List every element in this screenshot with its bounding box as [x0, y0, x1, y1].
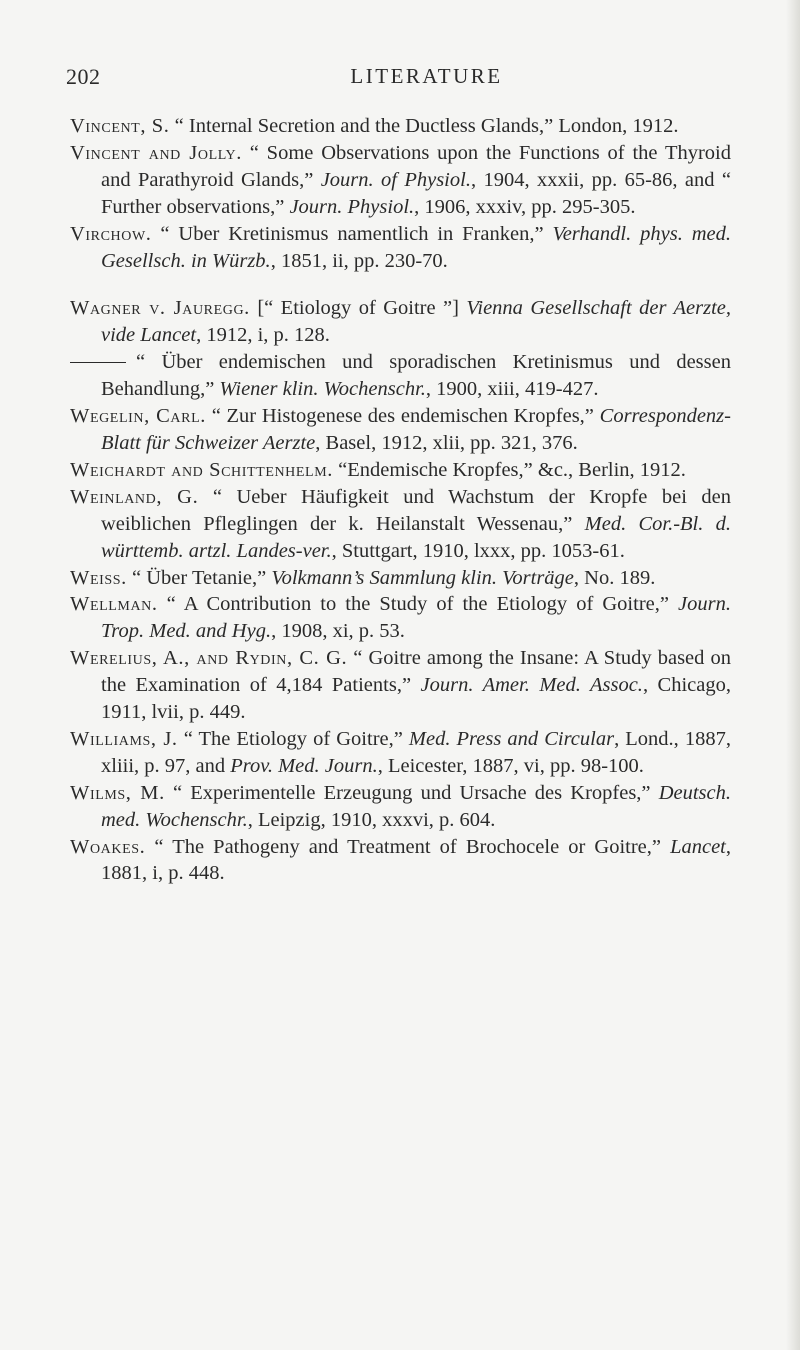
bib-entry: Weiss. “ Über Tetanie,” Volkmann’s Sammlung klin. Vorträge, No. 189.: [70, 566, 656, 589]
entry-journal: Verhandl. phys. med. Gesellsch. in Würzb.: [101, 222, 731, 272]
entry-author: Williams, J.: [70, 727, 178, 750]
entry-journal: Med. Press and Circular: [408, 727, 615, 750]
page-header: [66, 64, 731, 104]
entry-journal: Vienna Gesellschaft der Aerzte, vide Lancet: [101, 297, 731, 347]
entry-author: Weichardt and Schittenhelm.: [70, 458, 333, 481]
entry-journal: Journ. Trop. Med. and Hyg.: [101, 593, 731, 643]
running-title: LITERATURE: [350, 64, 503, 88]
entry-author: Woakes.: [70, 835, 146, 858]
bib-entry: Wagner v. Jauregg. [“ Etiology of Goitre ”] Vienna Gesellschaft der Aerzte, vide Lancet, 1912, i, p. 128.: [70, 297, 731, 347]
bib-entry: Woakes. “ The Pathogeny and Treatment of Brochocele or Goitre,” Lancet, 1881, i, p. 448.: [70, 835, 731, 885]
entry-journal: Volkmann’s Sammlung klin. Vorträge: [271, 566, 574, 589]
entry-journal: Wiener klin. Wochenschr.: [219, 378, 426, 401]
entry-journal: Lancet: [670, 835, 726, 858]
entry-journal: Journ. of Physiol.: [320, 168, 471, 191]
bib-entry: “ Über endemischen und sporadischen Kretinismus und dessen Behandlung,” Wiener klin. Wochenschr., 1900, xiii, 419-427.: [70, 349, 731, 403]
entry-author: Weiss.: [70, 566, 127, 589]
entry-author: Vincent and Jolly.: [70, 141, 242, 164]
entry-author: Wegelin, Carl.: [70, 405, 206, 428]
bib-entry: Weinland, G. “ Ueber Häufigkeit und Wachstum der Kropfe bei den weiblichen Pfleglingen der k. Heilanstalt Wessenau,” Med. Cor.-Bl. d. württemb. artzl. Landes-ver., Stuttgart, 1910, lxxx, pp. 1053-61.: [70, 485, 732, 562]
entry-author: Wagner v. Jauregg.: [70, 297, 250, 320]
entry-author: Wellman.: [70, 593, 158, 616]
bib-entry: Wilms, M. “ Experimentelle Erzeugung und Ursache des Kropfes,” Deutsch. med. Wochenschr., Leipzig, 1910, xxxvi, p. 604.: [70, 781, 732, 831]
entry-journal: Deutsch. med. Wochenschr.: [101, 781, 732, 831]
entry-journal: Journ. Physiol.: [289, 195, 415, 218]
bib-entry: Werelius, A., and Rydin, C. G. “ Goitre among the Insane: A Study based on the Examination of 4,184 Patients,” Journ. Amer. Med. Assoc., Chicago, 1911, lvii, p. 449.: [70, 647, 731, 724]
page-number: 202: [66, 64, 101, 89]
bib-entry: Vincent and Jolly. “ Some Observations upon the Functions of the Thyroid and Parathyroid Glands,” Journ. of Physiol., 1904, xxxii, pp. 65-86, and “ Further observations,” Journ. Physiol., 1906, xxxiv, pp. 295-305.: [70, 141, 732, 218]
entry-author: Werelius, A., and Rydin, C. G.: [70, 647, 348, 670]
entry-journal: Correspondenz-Blatt für Schweizer Aerzte: [101, 405, 731, 454]
bib-entry: Williams, J. “ The Etiology of Goitre,” Med. Press and Circular, Lond., 1887, xliii, p. 97, and Prov. Med. Journ., Leicester, 1887, vi, pp. 98-100.: [70, 727, 731, 777]
bib-entry: Wellman. “ A Contribution to the Study of the Etiology of Goitre,” Journ. Trop. Med. and Hyg., 1908, xi, p. 53.: [70, 593, 731, 643]
ditto-dash: [70, 362, 126, 363]
entry-journal: Med. Cor.-Bl. d. württemb. artzl. Landes-ver.: [101, 512, 731, 562]
entry-author: Vincent, S.: [70, 115, 170, 137]
entry-author: Virchow.: [70, 222, 152, 245]
bibliography-list: [70, 113, 731, 887]
bib-entry: Virchow. “ Uber Kretinismus namentlich in Franken,” Verhandl. phys. med. Gesellsch. in Würzb., 1851, ii, pp. 230-70.: [70, 222, 731, 272]
page-edge-shadow: [786, 0, 800, 1350]
bib-entry: Vincent, S. “ Internal Secretion and the Ductless Glands,” London, 1912.: [70, 115, 679, 137]
entry-journal: Prov. Med. Journ.: [230, 754, 378, 777]
entry-author: Weinland, G.: [70, 485, 199, 508]
bib-entry: Wegelin, Carl. “ Zur Histogenese des endemischen Kropfes,” Correspondenz-Blatt für Schweizer Aerzte, Basel, 1912, xlii, pp. 321, 376.: [70, 405, 731, 454]
entry-journal: Journ. Amer. Med. Assoc.: [420, 674, 643, 697]
entry-author: Wilms, M.: [70, 781, 165, 804]
bib-entry: Weichardt and Schittenhelm. “Endemische Kropfes,” &c., Berlin, 1912.: [70, 458, 686, 481]
